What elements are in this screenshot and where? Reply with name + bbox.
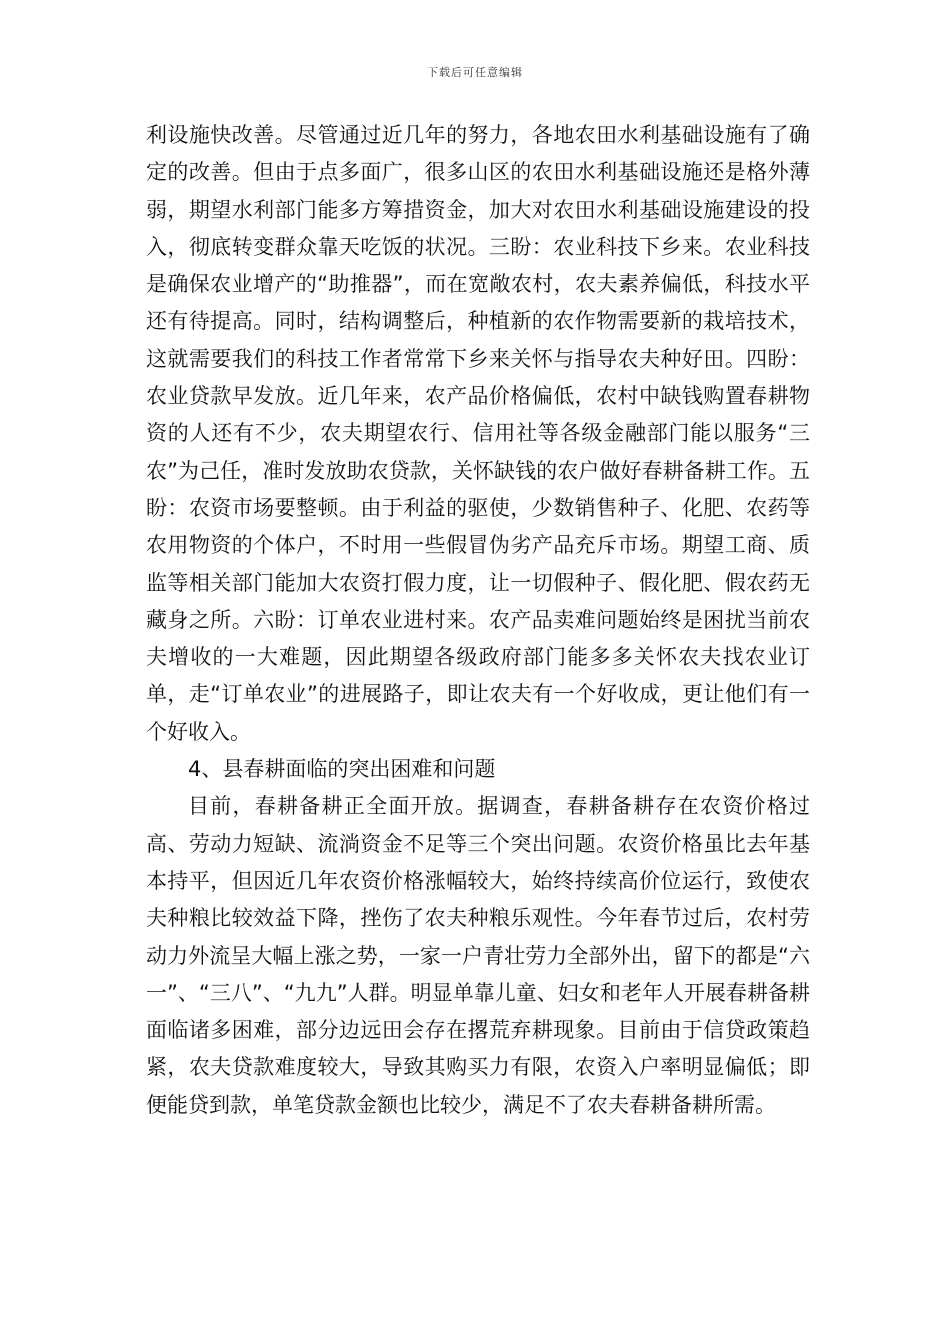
paragraph-difficulties: 目前，春耕备耕正全面开放。据调查，春耕备耕存在农资价格过高、劳动力短缺、流淌资金不足等三个突出问题。农资价格虽比去年基本持平，但因近几年农资价格涨幅较大，始终持续高价位运行，致使农夫种粮比较效益下降，挫伤了农夫种粮乐观性。今年春节过后，农村劳动力外流呈大幅上涨之势，一家一户青壮劳力全部外出，留下的都是“六一”、“三八”、“九九”人群。明显单靠儿童、妇女和老年人开展春耕备耕面临诸多困难，部分边远田会存在撂荒弃耕现象。目前由于信贷政策趋紧，农夫贷款难度较大，导致其购买力有限，农资入户率明显偏低；即便能贷到款，单笔贷款金额也比较少，满足不了农夫春耕备耕所需。 bbox=[146, 794, 810, 1117]
page-header-note: 下载后可任意编辑 bbox=[427, 66, 523, 79]
section-heading-4: 4、县春耕面临的突出困难和问题 bbox=[188, 757, 496, 782]
document-body bbox=[146, 117, 810, 1124]
paragraph-continued: 利设施快改善。尽管通过近几年的努力，各地农田水利基础设施有了确定的改善。但由于点多面广，很多山区的农田水利基础设施还是格外薄弱，期望水利部门能多方筹措资金，加大对农田水利基础设施建设的投入，彻底转变群众靠天吃饭的状况。三盼：农业科技下乡来。农业科技是确保农业增产的“助推器”，而在宽敞农村，农夫素养偏低，科技水平还有待提高。同时，结构调整后，种植新的农作物需要新的栽培技术，这就需要我们的科技工作者常常下乡来关怀与指导农夫种好田。四盼：农业贷款早发放。近几年来，农产品价格偏低，农村中缺钱购置春耕物资的人还有不少，农夫期望农行、信用社等各级金融部门能以服务“三农”为己任，准时发放助农贷款，关怀缺钱的农户做好春耕备耕工作。五盼：农资市场要整顿。由于利益的驱使，少数销售种子、化肥、农药等农用物资的个体户，不时用一些假冒伪劣产品充斥市场。期望工商、质监等相关部门能加大农资打假力度，让一切假种子、假化肥、假农药无藏身之所。六盼：订单农业进村来。农产品卖难问题始终是困扰当前农夫增收的一大难题，因此期望各级政府部门能多多关怀农夫找农业订单，走“订单农业”的进展路子，即让农夫有一个好收成，更让他们有一个好收入。 bbox=[146, 123, 810, 744]
